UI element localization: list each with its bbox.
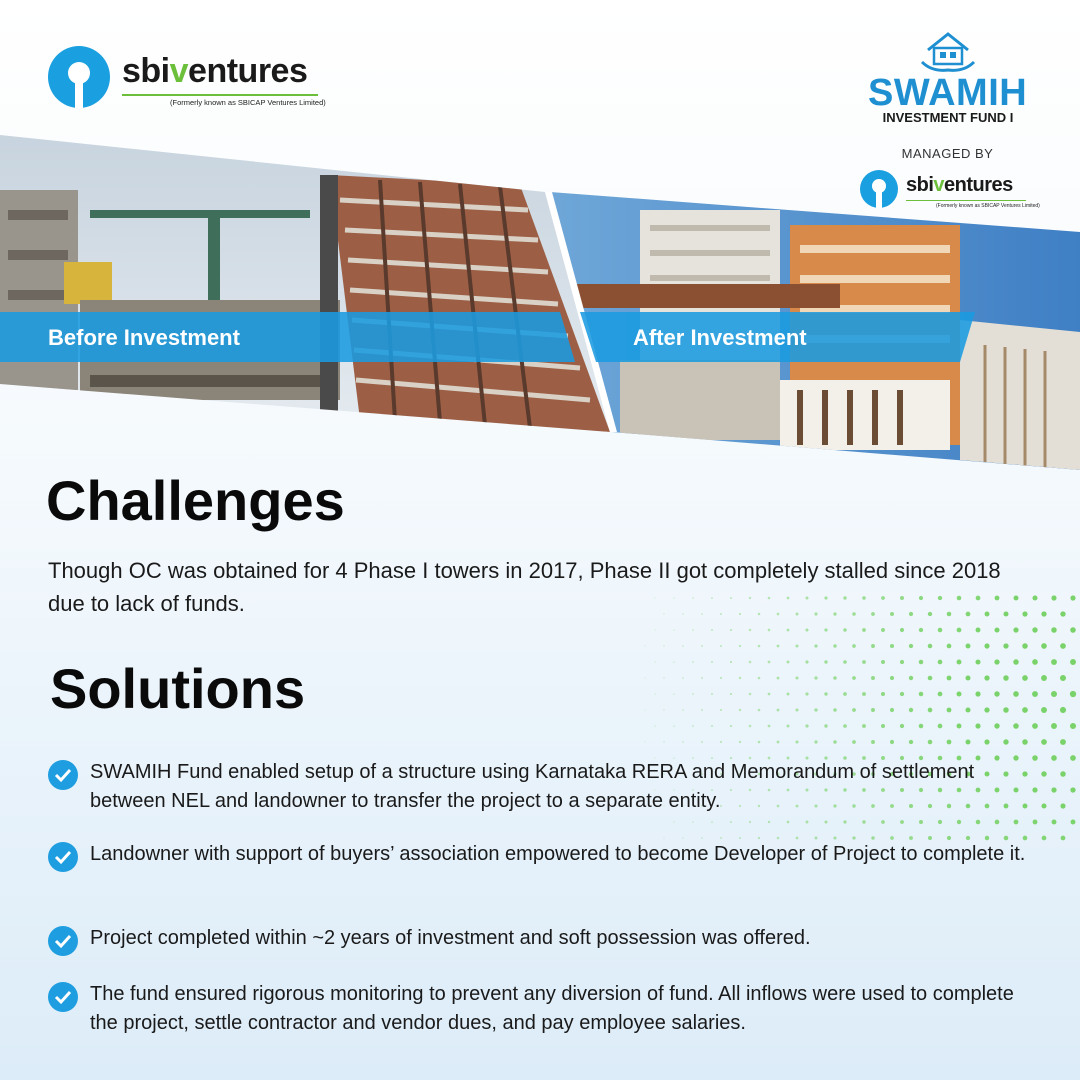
managed-by-label: MANAGED BY xyxy=(901,146,994,161)
solution-text: Landowner with support of buyers’ association empowered to become Developer of Project to complete it. xyxy=(90,843,1026,865)
checkmark-icon xyxy=(48,842,78,872)
swamih-wordmark: SWAMIH xyxy=(868,72,1028,114)
sbiventures-wordmark: sbiventures xyxy=(906,174,1013,196)
sbi-emblem-icon xyxy=(48,46,110,108)
challenges-heading: Challenges xyxy=(46,469,345,532)
checkmark-icon xyxy=(48,982,78,1012)
swamih-fund-logo xyxy=(860,30,1035,130)
checkmark-icon xyxy=(48,926,78,956)
before-photo xyxy=(0,130,620,450)
sbi-emblem-icon xyxy=(860,170,898,208)
solution-text: SWAMIH Fund enabled setup of a structure using Karnataka RERA and Memorandum of settlement between NEL and landowner to transfer the project to a separate entity. xyxy=(90,761,975,812)
sbiventures-logo xyxy=(48,46,338,116)
before-investment-label: Before Investment xyxy=(48,325,240,350)
solution-text: Project completed within ~2 years of investment and soft possession was offered. xyxy=(90,927,811,949)
house-in-hand-icon xyxy=(918,30,978,74)
swamih-fund-name: INVESTMENT FUND I xyxy=(882,110,1014,125)
solutions-heading: Solutions xyxy=(50,657,306,720)
sbiventures-former-name: (Formerly known as SBICAP Ventures Limited) xyxy=(936,203,1040,209)
sbiventures-former-name: (Formerly known as SBICAP Ventures Limited) xyxy=(170,98,326,107)
sbiventures-wordmark: sbiventures xyxy=(122,52,308,90)
after-investment-label: After Investment xyxy=(633,325,807,350)
solution-text: The fund ensured rigorous monitoring to prevent any diversion of fund. All inflows were used to complete the project, settle contractor and vendor dues, and pay employee salaries. xyxy=(90,983,1014,1034)
sbiventures-manager-logo xyxy=(860,170,1040,214)
checkmark-icon xyxy=(48,760,78,790)
challenges-text: Though OC was obtained for 4 Phase I towers in 2017, Phase II got completely stalled since 2018 due to lack of funds. xyxy=(48,558,1001,616)
